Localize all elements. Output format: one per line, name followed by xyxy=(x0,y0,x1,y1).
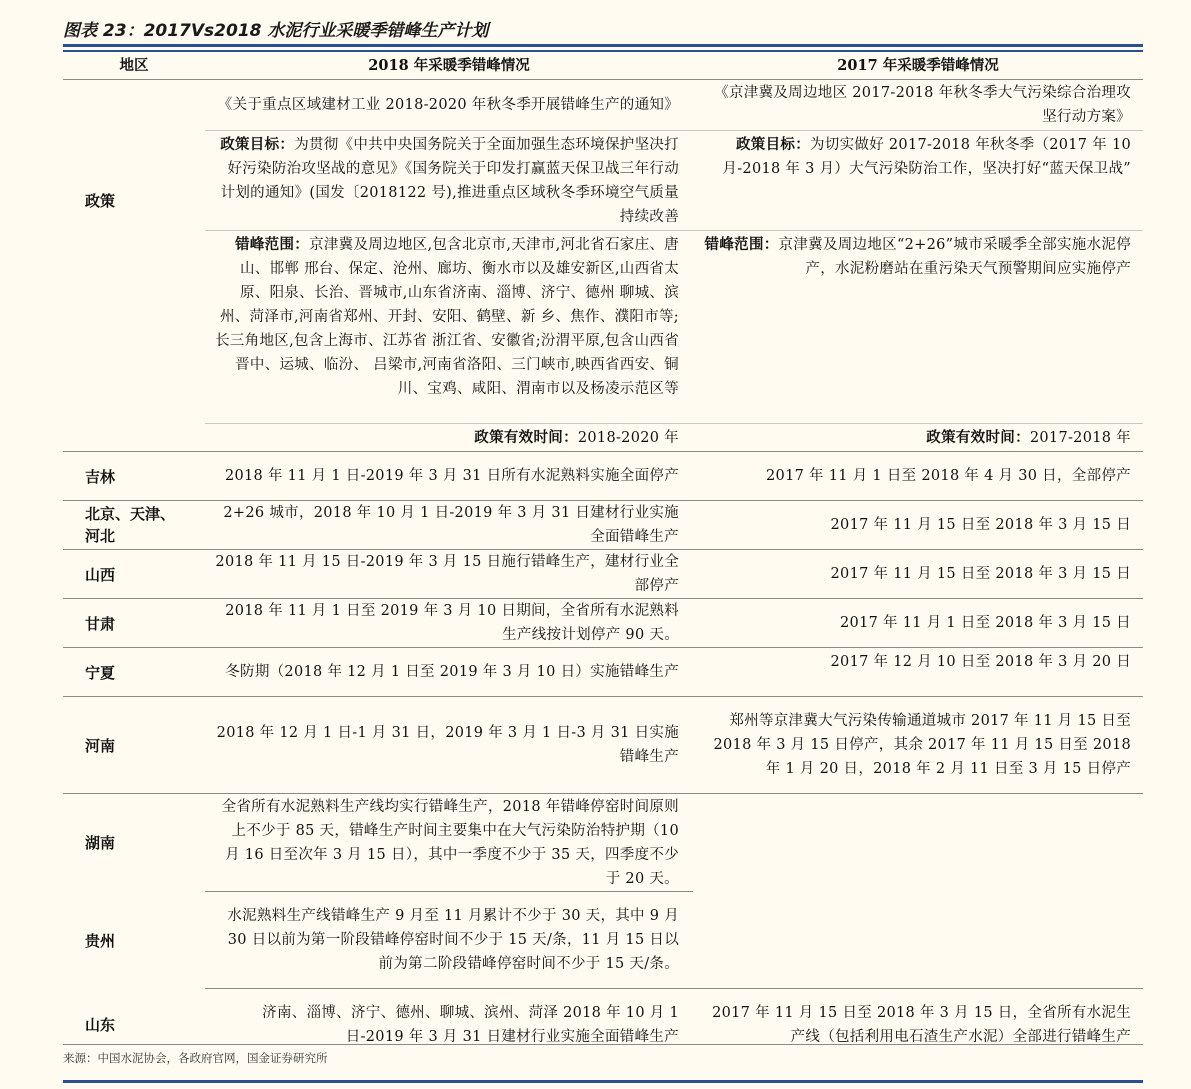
plan-2017-cell: 2017 年 11 月 1 日至 2018 年 4 月 30 日，全部停产 xyxy=(693,452,1143,501)
page-bottom-bar xyxy=(63,1080,1143,1083)
policy-doc-2018: 《关于重点区域建材工业 2018-2020 年秋冬季开展错峰生产的通知》 xyxy=(205,80,693,131)
figure-title: 图表 23：2017Vs2018 水泥行业采暖季错峰生产计划 xyxy=(63,18,1143,47)
plan-2017-cell: 2017 年 11 月 1 日至 2018 年 3 月 15 日 xyxy=(693,599,1143,648)
period-label: 政策有效时间： xyxy=(474,428,578,446)
plan-2017-cell xyxy=(693,892,1143,989)
policy-goal-2017 xyxy=(693,131,1143,231)
plan-2018-cell: 2+26 城市，2018 年 10 月 1 日-2019 年 3 月 31 日建材行业实施全面错峰生产 xyxy=(205,501,693,550)
table-bottom-rule xyxy=(63,1044,1143,1045)
plan-2017-cell xyxy=(693,794,1143,892)
region-cell: 山西 xyxy=(63,550,205,599)
region-cell: 贵州 xyxy=(85,931,116,950)
goal-text-2018: 为贯彻《中共中央国务院关于全面加强生态环境保护坚决打好污染防治攻坚战的意见》《国务院关于印发打赢蓝天保卫战三年行动计划的通知》(国发〔2018122 号),推进重点区域秋冬季环境空气质量持续改善 xyxy=(220,137,679,225)
period-value-2018: 2018-2020 年 xyxy=(577,429,679,446)
goal-label: 政策目标： xyxy=(736,136,810,153)
policy-doc-2017: 《京津冀及周边地区 2017-2018 年秋冬季大气污染综合治理攻坚行动方案》 xyxy=(693,80,1143,131)
plan-2018-cell: 全省所有水泥熟料生产线均实行错峰生产，2018 年错峰停窑时间原则上不少于 85 天，错峰生产时间主要集中在大气污染防治特护期（10 月 16 日至次年 3 月 15 日），其中一季度不少于 35 天，四季度不少于 20 天。 xyxy=(205,794,693,892)
header-region: 地区 xyxy=(63,51,205,80)
policy-goal-2018 xyxy=(205,131,693,231)
policy-scope-2017 xyxy=(693,231,1143,424)
table-row xyxy=(63,131,1143,231)
table-row xyxy=(63,599,1143,648)
period-value-2017: 2017-2018 年 xyxy=(1029,429,1131,446)
policy-period-2017 xyxy=(693,424,1143,452)
policy-period-2018 xyxy=(205,424,693,452)
table-row xyxy=(63,231,1143,424)
region-cell: 北京、天津、河北 xyxy=(63,501,205,550)
plan-2017-cell: 郑州等京津冀大气污染传输通道城市 2017 年 11 月 15 日至 2018 年 3 月 15 日停产，其余 2017 年 11 月 15 日至 2018 年 1 月 20 日，2018 年 2 月 11 日至 3 月 15 日停产 xyxy=(693,697,1143,794)
region-cell: 山东 xyxy=(85,1016,116,1035)
source-note: 来源：中国水泥协会，各政府官网，国金证券研究所 xyxy=(63,1051,328,1065)
region-cell: 吉林 xyxy=(63,452,205,501)
table-row xyxy=(63,648,1143,697)
plan-2018-cell: 2018 年 11 月 1 日-2019 年 3 月 31 日所有水泥熟料实施全面停产 xyxy=(205,452,693,501)
table-row xyxy=(63,697,1143,794)
table-row xyxy=(63,794,1143,892)
table-header xyxy=(63,51,1143,80)
period-label: 政策有效时间： xyxy=(926,428,1030,446)
region-cell: 甘肃 xyxy=(63,599,205,648)
table-row xyxy=(63,80,1143,131)
plan-2017-cell: 2017 年 11 月 15 日至 2018 年 3 月 15 日，全省所有水泥生产线（包括利用电石渣生产水泥）全部进行错峰生产 xyxy=(712,1005,1131,1045)
region-cell: 湖南 xyxy=(85,834,116,853)
header-2018: 2018 年采暖季错峰情况 xyxy=(205,51,693,80)
plan-2018-cell: 2018 年 12 月 1 日-1 月 31 日，2019 年 3 月 1 日-3 月 31 日实施错峰生产 xyxy=(205,697,693,794)
goal-text-2017: 为切实做好 2017-2018 年秋冬季（2017 年 10 月-2018 年 3 月）大气污染防治工作，坚决打好“蓝天保卫战” xyxy=(722,137,1131,177)
plan-2018-cell: 水泥熟料生产线错峰生产 9 月至 11 月累计不少于 30 天，其中 9 月 30 日以前为第一阶段错峰停窑时间不少于 15 天/条，11 月 15 日以前为第二阶段错峰停窑时间不少于 15 天/条。 xyxy=(205,892,693,989)
table-row xyxy=(63,550,1143,599)
plan-table xyxy=(63,50,1143,1061)
table-row xyxy=(63,424,1143,452)
region-cell: 河南 xyxy=(63,697,205,794)
scope-text-2018: 京津冀及周边地区,包含北京市,天津市,河北省石家庄、唐山、邯郸 邢台、保定、沧州、廊坊、衡水市以及雄安新区,山西省太原、阳泉、长治、晋城市,山东省济南、淄博、济宁、德州 聊城、滨州、菏泽市,河南省郑州、开封、安阳、鹤壁、新 乡、焦作、濮阳市等; 长三角地区,包含上海市、江苏省 浙江省、安徽省;汾渭平原,包含山西省晋中、运城、临汾、 吕梁市,河南省洛阳、三门峡市,映西省西安、铜川、宝鸡、咸阳、渭南市以及杨凌示范区等 xyxy=(215,237,679,397)
policy-scope-2018 xyxy=(205,231,693,424)
scope-label: 错峰范围： xyxy=(704,236,779,253)
scope-text-2017: 京津冀及周边地区“2+26”城市采暖季全部实施水泥停产，水泥粉磨站在重污染天气预警期间应实施停产 xyxy=(778,237,1131,277)
plan-2018-cell: 济南、淄博、济宁、德州、聊城、滨州、菏泽 2018 年 10 月 1 日-2019 年 3 月 31 日建材行业实施全面错峰生产 xyxy=(262,1005,679,1045)
goal-label: 政策目标： xyxy=(220,136,295,153)
table-row xyxy=(63,501,1143,550)
region-cell: 宁夏 xyxy=(63,648,205,697)
plan-2017-cell: 2017 年 11 月 15 日至 2018 年 3 月 15 日 xyxy=(693,501,1143,550)
plan-2018-cell: 冬防期（2018 年 12 月 1 日至 2019 年 3 月 10 日）实施错峰生产 xyxy=(205,648,693,697)
plan-2018-cell: 2018 年 11 月 15 日-2019 年 3 月 15 日施行错峰生产，建材行业全部停产 xyxy=(205,550,693,599)
plan-2018-cell: 2018 年 11 月 1 日至 2019 年 3 月 10 日期间，全省所有水泥熟料生产线按计划停产 90 天。 xyxy=(205,599,693,648)
table-row xyxy=(63,892,1143,989)
scope-label: 错峰范围： xyxy=(235,236,310,253)
region-policy: 政策 xyxy=(63,80,205,452)
header-2017: 2017 年采暖季错峰情况 xyxy=(693,51,1143,80)
table-row xyxy=(63,452,1143,501)
plan-2017-cell: 2017 年 12 月 10 日至 2018 年 3 月 20 日 xyxy=(693,648,1143,697)
plan-2017-cell: 2017 年 11 月 15 日至 2018 年 3 月 15 日 xyxy=(693,550,1143,599)
